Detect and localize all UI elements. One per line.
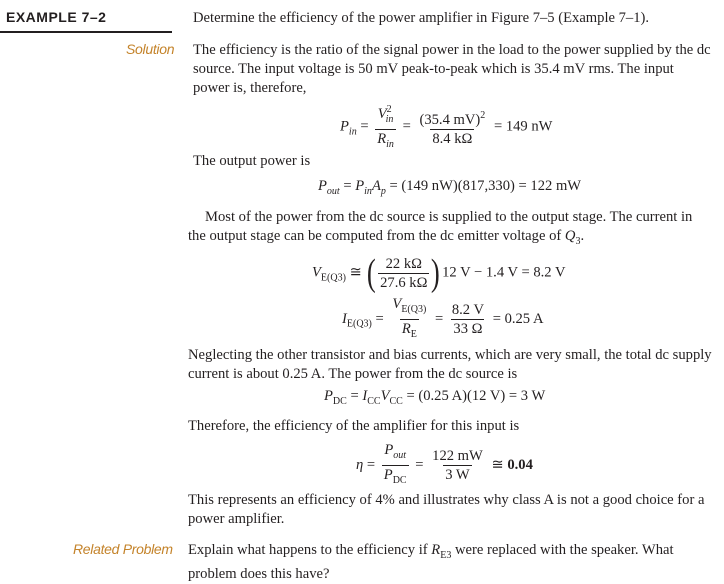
ve-numerator: 22 kΩ	[385, 255, 422, 272]
pin-denominator: 8.4 kΩ	[432, 130, 473, 147]
solution-intro: The efficiency is the ratio of the signal power in the load to the power supplied by the dc source. The input voltage is 50 mV peak-to-peak which is 35.4 mV rms. The input power is, therefore,	[193, 42, 711, 96]
neglecting-text: Neglecting the other transistor and bias currents, which are very small, the total dc supply current is about 0.25 A. The power from the dc source is	[188, 347, 712, 382]
pout-rhs: = (149 nW)(817,330) = 122 mW	[389, 178, 582, 194]
ve-denominator: 27.6 kΩ	[380, 274, 428, 291]
pin-numerator: (35.4 mV)	[419, 111, 481, 128]
pdc-rhs: = (0.25 A)(12 V) = 3 W	[406, 388, 546, 404]
ie-denominator: 33 Ω	[453, 320, 483, 337]
related-text: Explain what happens to the efficiency if $R_{E3}$ were replaced with the speaker. What problem does this have?	[188, 542, 674, 582]
equation-ie: $I_{E(Q3)}$ = $\frac{V_{E(Q3)}}{R_E}$ = $\frac{8.2 V}{33 \Omega}$ = 0.25 A	[342, 296, 544, 343]
example-statement: Determine the efficiency of the power amplifier in Figure 7–5 (Example 7–1).	[193, 10, 650, 26]
equation-pout: $P_{out} = P_{in}A_p = (149$ nW)(817,330) = 122 mW	[318, 178, 582, 197]
ie-numerator: 8.2 V	[451, 301, 485, 318]
equation-ve: $V_{E(Q3)}$ ≅ ( $\frac{22 k\Omega}{27.6 k\Omega}$ ) 12 V − 1.4 V = 8.2 V	[312, 252, 566, 294]
most-power-text: Most of the power from the dc source is supplied to the output stage. The current in the output stage can be computed from the dc emitter voltage of $Q_3$.	[188, 209, 693, 247]
ve-tail: 12 V − 1.4 V = 8.2 V	[442, 264, 566, 281]
pin-result: = 149 nW	[493, 118, 553, 135]
example-rule	[0, 31, 172, 33]
equation-pdc: $P_{DC} = I_{CC}V_{CC} = (0.25$ A)(12 V) = 3 W	[324, 388, 546, 407]
solution-label: Solution	[126, 41, 175, 57]
output-power-text: The output power is	[193, 153, 311, 169]
eta-result: 0.04	[507, 456, 533, 473]
eta-denominator: 3 W	[445, 466, 470, 483]
example-label: EXAMPLE 7–2	[6, 9, 107, 25]
conclusion-text: This represents an efficiency of 4% and illustrates why class A is not a good choice for a power amplifier.	[188, 492, 705, 527]
equation-eta: η = $\frac{P_{out}}{P_{DC}}$ = $\frac{122 mW}{3 W}$ ≅ 0.04	[356, 442, 533, 489]
eta-numerator: 122 mW	[432, 447, 483, 464]
therefore-text: Therefore, the efficiency of the amplifier for this input is	[188, 418, 520, 434]
related-label: Related Problem	[73, 541, 173, 557]
equation-pin: $P_{in}$ = $\frac{V^2_{in}}{R_{in}}$ = $\frac{(35.4 mV)^2}{8.4 k\Omega}$ = 149 nW	[340, 102, 552, 153]
ie-result: = 0.25 A	[492, 310, 544, 327]
